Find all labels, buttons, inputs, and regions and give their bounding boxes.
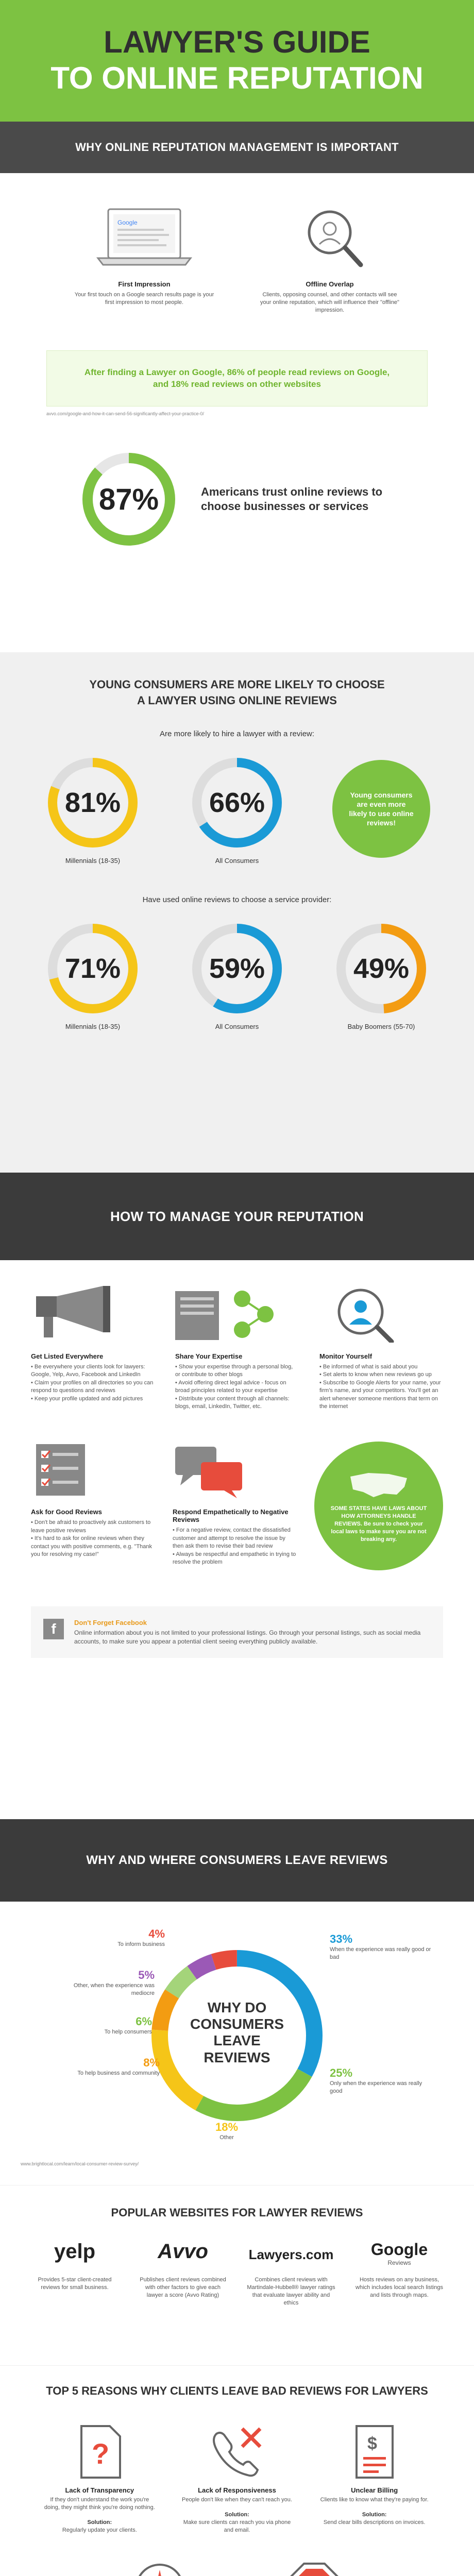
list-item: • It's hard to ask for online reviews when they contact you with positive comments, e.g. "Thank you for resolving my case!" (31, 1535, 155, 1558)
get-listed-list (31, 1363, 155, 1403)
slice-8-text: To help business and community (77, 2070, 160, 2076)
card-ask-reviews (31, 1442, 155, 1570)
slice-25-text: Only when the experience was really good (330, 2080, 422, 2094)
label-millennials-1: Millennials (18-35) (65, 856, 121, 865)
reason-expectations (103, 2560, 216, 2576)
reason-billing (318, 2424, 431, 2534)
label-boomers: Baby Boomers (55-70) (347, 1022, 415, 1030)
slice-4 (62, 1927, 165, 1948)
where-heading: WHY AND WHERE CONSUMERS LEAVE REVIEWS (0, 1819, 474, 1902)
r2-sol: Make sure clients can reach you via phone and email. (183, 2519, 291, 2533)
avvo-logo: Avvo (158, 2240, 208, 2263)
list-item: • Claim your profiles on all directories so you can respond to questions and reviews (31, 1379, 155, 1395)
pct-81: 81% (64, 787, 121, 818)
svg-text:$: $ (367, 2434, 377, 2453)
how-section (0, 1173, 474, 1819)
share-icon (175, 1286, 278, 1343)
reason-conservatism (258, 2560, 371, 2576)
card-monitor (319, 1286, 443, 1411)
title-line-2: TO ONLINE REPUTATION (50, 61, 424, 95)
young-sub2: Have used online reviews to choose a service provider: (142, 895, 332, 904)
google-callout: After finding a Lawyer on Google, 86% of people read reviews on Google, and 18% read reviews on other websites (46, 350, 428, 407)
avvo-text: Publishes client reviews combined with other factors to give each lawyer a score (Avvo Rating) (140, 2277, 226, 2298)
slice-25 (330, 2066, 433, 2095)
slice-5 (52, 1969, 155, 1997)
list-item: • For a negative review, contact the dissatisfied customer and attempt to resolve the issue by then ask them to revise their bad review (173, 1527, 296, 1550)
facebook-callout (31, 1606, 443, 1657)
offline-overlap (258, 204, 402, 314)
list-item: • Keep your profile updated and add pictures (31, 1395, 155, 1403)
slice-18-text: Other (219, 2134, 234, 2141)
facebook-icon: f (43, 1619, 64, 1639)
pct-71: 71% (64, 953, 121, 984)
r1-sol-label: Solution: (87, 2519, 112, 2526)
bad-section (0, 2365, 474, 2576)
invoice-icon (349, 2424, 400, 2480)
sites-heading: POPULAR WEBSITES FOR LAWYER REVIEWS (111, 2206, 363, 2219)
dial-millennials-used (44, 920, 142, 1030)
list-item: • Avoid offering direct legal advice - focus on broad principles related to your expertise (175, 1379, 299, 1395)
magnifier-icon (278, 204, 381, 271)
why-section (0, 122, 474, 652)
slice-6-pct: 6% (136, 2015, 152, 2028)
google-sub: Reviews (387, 2259, 411, 2266)
r1-text: If they don't understand the work you're doing, they might think you're doing nothing. (44, 2497, 155, 2511)
first-impression-title: First Impression (118, 280, 171, 288)
facebook-title: Don't Forget Facebook (74, 1619, 147, 1627)
young-sub1: Are more likely to hire a lawyer with a review: (159, 729, 315, 738)
card-share-expertise (175, 1286, 299, 1411)
young-section (0, 652, 474, 1173)
sites-section (0, 2185, 474, 2365)
list-item: • Show your expertise through a personal blog, or contribute to other blogs (175, 1363, 299, 1379)
slice-8-pct: 8% (143, 2056, 160, 2069)
list-item: • Be informed of what is said about you (319, 1363, 443, 1371)
slice-25-pct: 25% (330, 2066, 353, 2079)
yelp-logo: yelp (54, 2240, 96, 2263)
label-all-2: All Consumers (215, 1022, 259, 1030)
trust-text: Americans trust online reviews to choose businesses or services (201, 485, 383, 513)
svg-text:?: ? (92, 2437, 110, 2470)
trust-dial (77, 448, 180, 551)
ask-reviews-list (31, 1519, 155, 1558)
header (0, 0, 474, 122)
search-person-icon (319, 1286, 422, 1343)
slice-8 (57, 2056, 160, 2077)
r3-sol: Send clear bills descriptions on invoices. (323, 2519, 426, 2526)
megaphone-icon (31, 1286, 134, 1343)
young-bubble: Young consumers are even more likely to use online reviews! (332, 760, 430, 858)
respond-title: Respond Empathetically to Negative Reviews (173, 1508, 289, 1524)
r2-title: Lack of Responsiveness (198, 2486, 276, 2494)
list-item: • Distribute your content through all channels: blogs, email, LinkedIn, Twitter, etc. (175, 1395, 299, 1411)
dial-boomers-used (332, 920, 430, 1030)
monitor-list (319, 1363, 443, 1411)
reason-responsiveness (180, 2424, 294, 2534)
where-section (0, 1819, 474, 2185)
slice-33-pct: 33% (330, 1933, 353, 1945)
ask-reviews-title: Ask for Good Reviews (31, 1508, 102, 1516)
r1-sol: Regularly update your clients. (62, 2527, 137, 2533)
dial-millennials-hire (44, 754, 142, 865)
card-respond (173, 1442, 296, 1570)
slice-4-text: To inform business (117, 1941, 165, 1947)
donut-center: WHY DO CONSUMERS LEAVE REVIEWS (190, 1999, 284, 2065)
google-text: Hosts reviews on any business, which includes local search listings and lists through maps. (356, 2277, 443, 2298)
site-avvo (137, 2240, 229, 2307)
get-listed-title: Get Listed Everywhere (31, 1352, 104, 1360)
first-impression (72, 204, 216, 307)
reason-transparency (43, 2424, 156, 2534)
google-logo: Google (370, 2240, 428, 2259)
r3-sol-label: Solution: (362, 2511, 387, 2518)
why-heading: WHY ONLINE REPUTATION MANAGEMENT IS IMPORTANT (0, 122, 474, 173)
source-2: www.brightlocal.com/learn/local-consumer-review-survey/ (21, 2161, 139, 2166)
pct-59: 59% (209, 953, 265, 984)
svg-text:Google: Google (117, 219, 138, 226)
first-impression-text: Your first touch on a Google search results page is your first impression to most people. (74, 292, 214, 306)
bad-heading: TOP 5 REASONS WHY CLIENTS LEAVE BAD REVIEWS FOR LAWYERS (46, 2384, 428, 2397)
lawyers-text: Combines client reviews with Martindale-Hubbell® lawyer ratings that evaluate lawyer ability and ethics (247, 2277, 335, 2306)
label-millennials-2: Millennials (18-35) (65, 1022, 121, 1030)
phone-icon (206, 2424, 268, 2480)
r3-title: Unclear Billing (351, 2486, 398, 2494)
dial-all-hire (188, 754, 286, 865)
facebook-text: Online information about you is not limited to your professional listings. Go through your personal listings, such as social media accounts, to make sure you appear a potential client seeing everything publicly available. (74, 1629, 421, 1645)
offline-overlap-text: Clients, opposing counsel, and other contacts will see your online reputation, which will influence their "offline" impression. (260, 292, 399, 313)
states-text: SOME STATES HAVE LAWS ABOUT HOW ATTORNEYS HANDLE REVIEWS. Be sure to check your local laws to make sure you are not breaking any. (330, 1505, 427, 1543)
share-expertise-list (175, 1363, 299, 1411)
chat-icon (173, 1442, 245, 1498)
question-doc-icon (74, 2424, 125, 2480)
card-get-listed (31, 1286, 155, 1411)
dial-all-used (188, 920, 286, 1030)
slice-5-text: Other, when the experience was mediocre (73, 1982, 155, 1996)
list-item: • Be everywhere your clients look for lawyers: Google, Yelp, Avvo, Facebook and LinkedIn (31, 1363, 155, 1379)
pct-66: 66% (209, 787, 265, 818)
label-all-1: All Consumers (215, 856, 259, 865)
slice-6 (49, 2015, 152, 2036)
title-line-1: LAWYER'S GUIDE (104, 25, 370, 59)
list-item: • Set alerts to know when new reviews go up (319, 1371, 443, 1379)
r1-title: Lack of Transparency (65, 2486, 134, 2494)
share-expertise-title: Share Your Expertise (175, 1352, 243, 1360)
slice-4-pct: 4% (148, 1927, 165, 1940)
source-1: avvo.com/google-and-how-it-can-send-56-significantly-affect-your-practice-0/ (46, 411, 204, 417)
r2-sol-label: Solution: (225, 2511, 249, 2518)
usa-map-icon (348, 1469, 410, 1500)
trust-percent: 87% (98, 482, 159, 516)
how-heading: HOW TO MANAGE YOUR REPUTATION (0, 1173, 474, 1260)
r3-text: Clients like to know what they're paying for. (320, 2497, 429, 2503)
site-google (353, 2240, 446, 2307)
laptop-icon (93, 204, 196, 271)
checklist-icon (31, 1442, 93, 1498)
pct-49: 49% (353, 953, 410, 984)
slice-18 (201, 2121, 252, 2142)
list-item: • Always be respectful and empathetic in trying to resolve the problem (173, 1551, 296, 1567)
site-yelp (28, 2240, 121, 2307)
compass-icon (131, 2560, 188, 2576)
respond-list (173, 1527, 296, 1566)
slice-6-text: To help consumers (104, 2029, 152, 2035)
yelp-text: Provides 5-star client-created reviews for small business. (38, 2277, 112, 2291)
offline-overlap-title: Offline Overlap (306, 280, 354, 288)
slice-18-pct: 18% (215, 2121, 239, 2133)
list-item: • Subscribe to Google Alerts for your name, your firm's name, and your competitors. You'll get an alert whenever someone mentions that term on the internet (319, 1379, 443, 1411)
site-lawyers (245, 2240, 337, 2307)
states-circle (314, 1442, 443, 1570)
monitor-title: Monitor Yourself (319, 1352, 373, 1360)
slice-33-text: When the experience was really good or bad (330, 1946, 431, 1960)
lawyers-logo: Lawyers.com (248, 2247, 334, 2262)
r2-text: People don't like when they can't reach you. (182, 2497, 292, 2503)
list-item: • Don't be afraid to proactively ask customers to leave positive reviews (31, 1519, 155, 1535)
slice-5-pct: 5% (138, 1969, 155, 1981)
young-heading: YOUNG CONSUMERS ARE MORE LIKELY TO CHOOSE A LAWYER USING ONLINE REVIEWS (89, 678, 385, 707)
slice-33 (330, 1933, 433, 1961)
stop-sign-icon (286, 2560, 343, 2576)
